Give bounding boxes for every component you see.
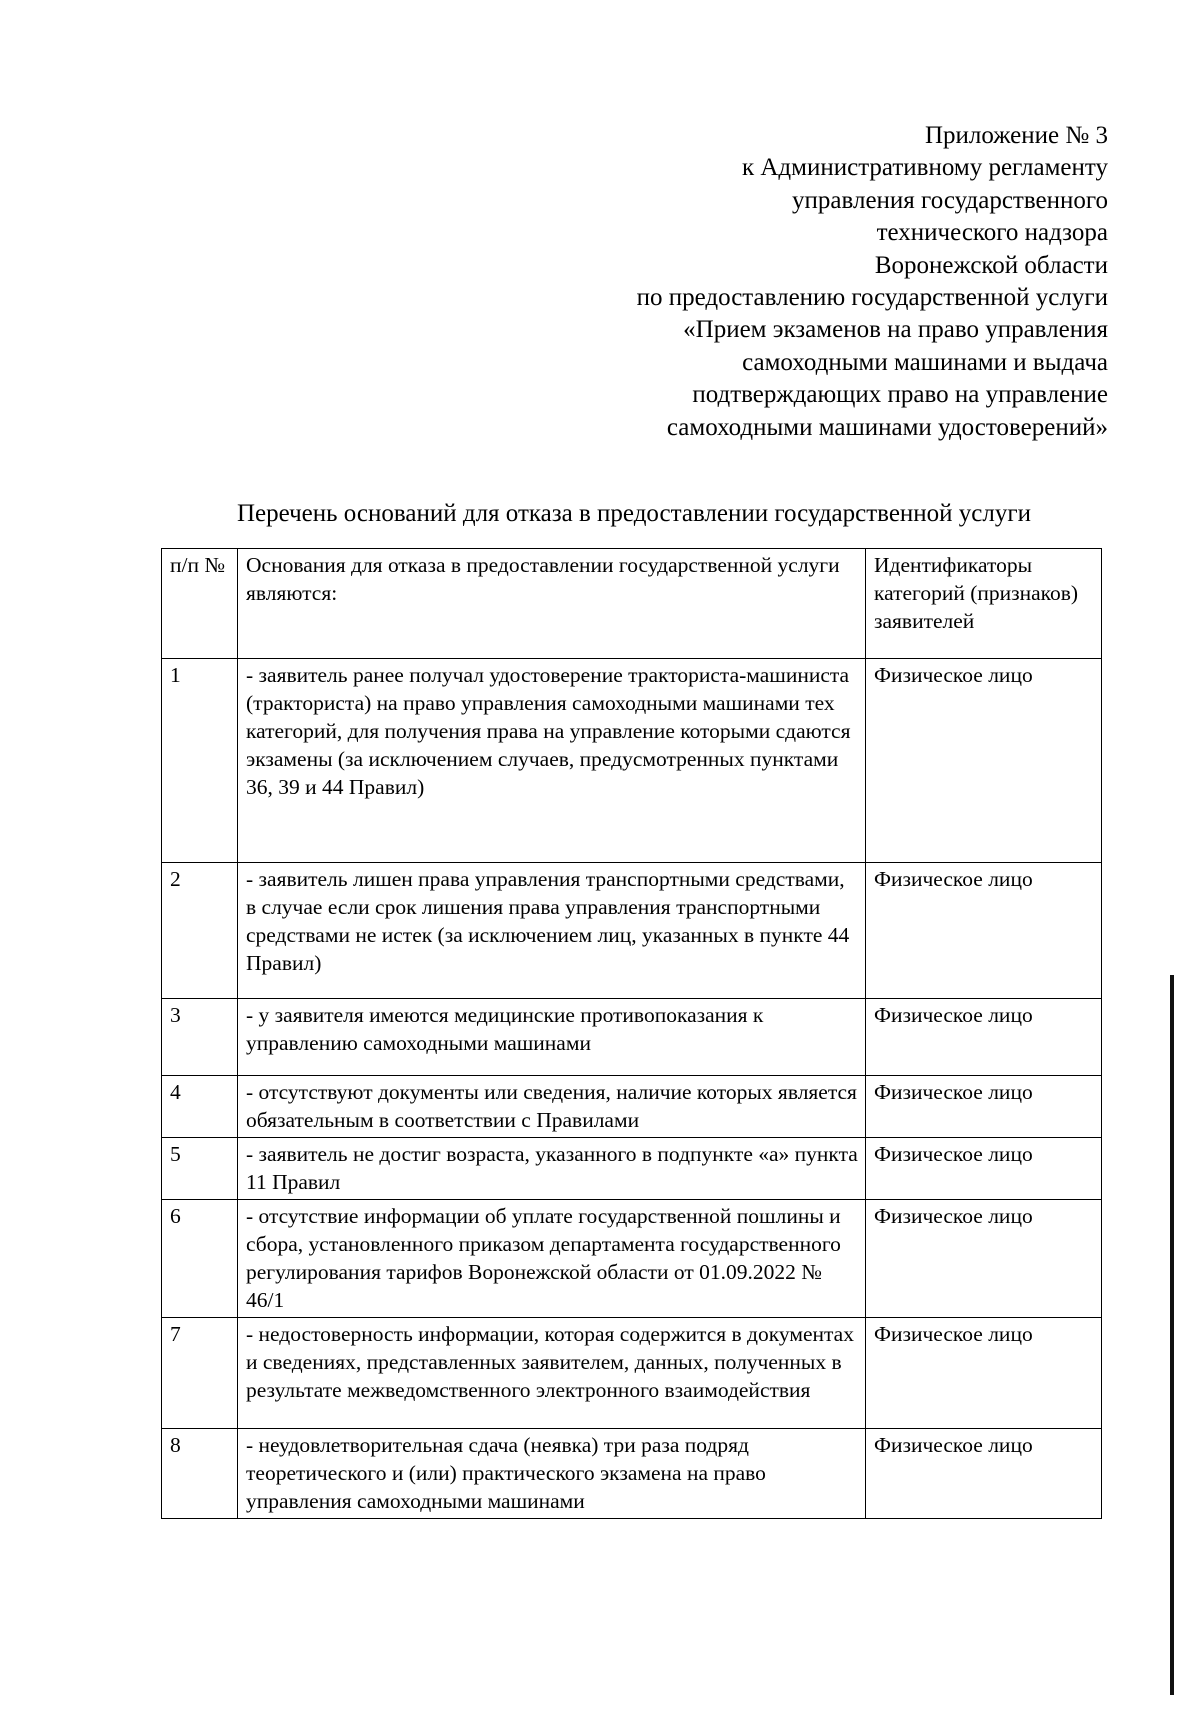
appendix-header-line: подтверждающих право на управление [692,381,1108,409]
row-grounds-cell: - неудовлетворительная сдача (неявка) три раза подряд теоретического и (или) практического экзамена на право управления самоходными машинами [238,1429,866,1519]
table-header-row [162,549,1102,659]
table-row [162,863,1102,999]
appendix-header-line: Воронежской области [874,251,1108,279]
table-row [162,1429,1102,1519]
appendix-header-line: самоходными машинами удостоверений» [666,413,1108,441]
row-grounds-cell: - у заявителя имеются медицинские противопоказания к управлению самоходными машинами [238,999,866,1076]
row-category-cell: Физическое лицо [866,1138,1102,1200]
header-category-cell: Идентификаторы категорий (признаков) заявителей [866,549,1102,659]
refusal-grounds-table [161,548,1102,1519]
table-row [162,659,1102,863]
header-number-cell: п/п № [162,549,238,659]
row-grounds-cell: - отсутствие информации об уплате государственной пошлины и сбора, установленного приказом департамента государственного регулирования тарифов Воронежской области от 01.09.2022 № 46/1 [238,1200,866,1318]
table-row [162,1200,1102,1318]
table-row [162,999,1102,1076]
appendix-header-line: самоходными машинами и выдача [742,348,1108,376]
scan-edge-mark [1170,975,1174,1695]
header-grounds-cell: Основания для отказа в предоставлении государственной услуги являются: [238,549,866,659]
row-number-cell: 2 [162,863,238,999]
row-grounds-cell: - отсутствуют документы или сведения, наличие которых является обязательным в соответствии с Правилами [238,1076,866,1138]
row-category-cell: Физическое лицо [866,1429,1102,1519]
row-number-cell: 5 [162,1138,238,1200]
row-category-cell: Физическое лицо [866,1318,1102,1429]
row-number-cell: 1 [162,659,238,863]
row-grounds-cell: - недостоверность информации, которая содержится в документах и сведениях, представленных заявителем, данных, полученных в результате межведомственного электронного взаимодействия [238,1318,866,1429]
row-category-cell: Физическое лицо [866,1200,1102,1318]
table-row [162,1318,1102,1429]
table-row [162,1076,1102,1138]
row-number-cell: 3 [162,999,238,1076]
appendix-header-line: по предоставлению государственной услуги [636,284,1108,312]
appendix-header [488,120,1108,444]
row-number-cell: 8 [162,1429,238,1519]
row-category-cell: Физическое лицо [866,999,1102,1076]
row-number-cell: 4 [162,1076,238,1138]
appendix-header-line: Приложение № 3 [924,122,1108,149]
document-title: Перечень оснований для отказа в предоставлении государственной услуги [236,500,1032,527]
table-row [162,1138,1102,1200]
appendix-header-line: «Прием экзаменов на право управления [683,316,1108,344]
row-number-cell: 7 [162,1318,238,1429]
appendix-header-line: технического надзора [876,219,1108,247]
row-grounds-cell: - заявитель ранее получал удостоверение тракториста-машиниста (тракториста) на право управления самоходными машинами тех категорий, для получения права на управление которыми сдаются экзамены (за исключением случаев, предусмотренных пунктами 36, 39 и 44 Правил) [238,659,866,863]
row-grounds-cell: - заявитель не достиг возраста, указанного в подпункте «а» пункта 11 Правил [238,1138,866,1200]
row-number-cell: 6 [162,1200,238,1318]
appendix-header-line: к Административному регламенту [741,154,1108,182]
row-grounds-cell: - заявитель лишен права управления транспортными средствами, в случае если срок лишения права управления транспортными средствами не истек (за исключением лиц, указанных в пункте 44 Правил) [238,863,866,999]
row-category-cell: Физическое лицо [866,659,1102,863]
appendix-header-line: управления государственного [792,186,1108,214]
row-category-cell: Физическое лицо [866,863,1102,999]
row-category-cell: Физическое лицо [866,1076,1102,1138]
